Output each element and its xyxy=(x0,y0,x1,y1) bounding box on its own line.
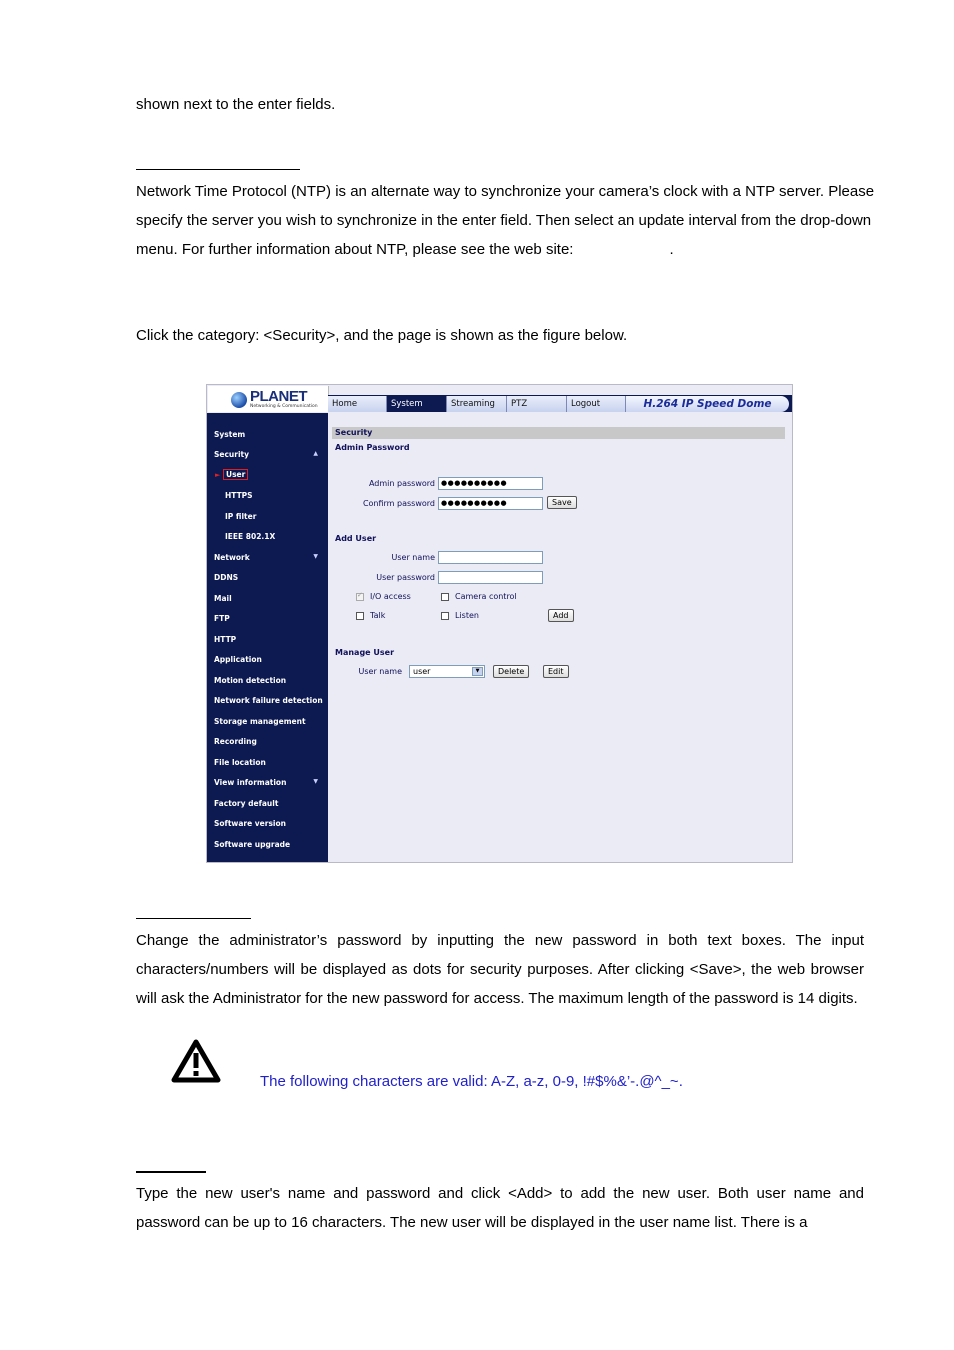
manage-user-heading: Manage User xyxy=(335,648,395,657)
sidebar-item-ddns[interactable]: DDNS xyxy=(214,573,239,582)
tab-logout[interactable]: Logout xyxy=(567,396,626,412)
add-user-paragraph: Type the new user's name and password and click <Add> to add the new user. Both user name and password can be up to 16 characters. The new user will be displayed in the user name list. There is a xyxy=(136,1185,864,1231)
section-title: Security xyxy=(332,427,785,439)
sidebar-item-label: User xyxy=(223,469,248,480)
tab-streaming[interactable]: Streaming xyxy=(447,396,507,412)
sidebar-item-application[interactable]: Application xyxy=(214,655,262,664)
logo-brand: PLANET xyxy=(250,388,307,405)
content-panel xyxy=(328,413,792,862)
product-name: H.264 IP Speed Dome xyxy=(626,396,789,412)
sidebar-item-label: Network xyxy=(214,553,250,562)
sidebar-item-factory-default[interactable]: Factory default xyxy=(214,799,279,808)
sidebar-item-label: Security xyxy=(214,450,250,459)
user-select-value: user xyxy=(413,667,431,676)
tab-system[interactable]: System xyxy=(387,396,447,412)
listen-label: Listen xyxy=(455,611,479,620)
sidebar-item-system[interactable]: System xyxy=(214,430,246,439)
chevron-down-icon: ▼ xyxy=(313,778,318,785)
click-instruction: Click the category: <Security>, and the page is shown as the figure below. xyxy=(136,327,628,344)
tab-ptz[interactable]: PTZ xyxy=(507,396,567,412)
sidebar-item-ieee[interactable]: IEEE 802.1X xyxy=(225,532,276,541)
intro-line: shown next to the enter fields. xyxy=(136,96,336,113)
heading-underline-ntp xyxy=(136,169,300,170)
valid-characters-note: The following characters are valid: A-Z, a-z, 0-9, !#$%&’-.@^_~. xyxy=(260,1073,683,1090)
sidebar-item-ip-filter[interactable]: IP filter xyxy=(225,512,257,521)
listen-checkbox[interactable] xyxy=(441,612,449,620)
user-password-input[interactable] xyxy=(438,571,543,584)
admin-password-paragraph: Change the administrator’s password by inputting the new password in both text boxes. The input characters/numbers will be displayed as dots for security purposes. After clicking <Save>, the web browser will ask the Administrator for the new password for access. The maximum length of the password is 14 digits. xyxy=(136,932,864,1007)
admin-password-label: Admin password xyxy=(368,479,435,488)
sidebar-item-network-failure[interactable]: Network failure detection xyxy=(214,696,323,705)
ntp-paragraph: Network Time Protocol (NTP) is an alternate way to synchronize your camera’s clock with a NTP server. Please specify the server you wish to synchronize in the enter field. Then select an update interval from the drop-down menu. For further information about NTP, please see the web site: . xyxy=(136,183,875,258)
admin-password-heading: Admin Password xyxy=(335,443,410,452)
io-access-label: I/O access xyxy=(370,592,411,601)
sidebar-item-ftp[interactable]: FTP xyxy=(214,614,230,623)
admin-password-input[interactable]: ●●●●●●●●●● xyxy=(438,477,543,490)
add-user-heading: Add User xyxy=(335,534,377,543)
camera-control-checkbox[interactable] xyxy=(441,593,449,601)
sidebar-item-network[interactable] xyxy=(214,553,323,562)
confirm-password-label: Confirm password xyxy=(362,499,435,508)
chevron-up-icon: ▲ xyxy=(313,450,318,457)
camera-control-label: Camera control xyxy=(455,592,517,601)
sidebar-item-motion-detection[interactable]: Motion detection xyxy=(214,676,287,685)
talk-label: Talk xyxy=(370,611,386,620)
sidebar-item-recording[interactable]: Recording xyxy=(214,737,257,746)
sidebar-item-user[interactable] xyxy=(223,470,248,479)
sidebar-item-software-version[interactable]: Software version xyxy=(214,819,286,828)
add-button[interactable]: Add xyxy=(548,609,574,622)
talk-checkbox[interactable] xyxy=(356,612,364,620)
sidebar xyxy=(207,413,328,862)
sidebar-item-file-location[interactable]: File location xyxy=(214,758,266,767)
warning-icon xyxy=(171,1038,221,1084)
user-name-input[interactable] xyxy=(438,551,543,564)
user-password-label: User password xyxy=(376,573,435,582)
sidebar-item-storage[interactable]: Storage management xyxy=(214,717,306,726)
sidebar-item-https[interactable]: HTTPS xyxy=(225,491,253,500)
delete-button[interactable]: Delete xyxy=(493,665,529,678)
planet-logo xyxy=(208,386,329,412)
sidebar-item-label: View information xyxy=(214,778,287,787)
globe-icon xyxy=(231,392,247,408)
heading-underline-admin xyxy=(136,918,251,919)
sidebar-item-view-information[interactable] xyxy=(214,778,323,787)
user-select[interactable] xyxy=(409,665,485,678)
manage-user-name-label: User name xyxy=(358,667,402,676)
security-page-screenshot xyxy=(206,384,793,863)
heading-underline-add-user xyxy=(136,1171,206,1173)
sidebar-item-mail[interactable]: Mail xyxy=(214,594,232,603)
confirm-password-input[interactable]: ●●●●●●●●●● xyxy=(438,497,543,510)
triangle-right-icon: ► xyxy=(215,471,221,479)
sidebar-item-security[interactable] xyxy=(214,450,323,459)
logo-tagline: Networking & Communication xyxy=(250,404,318,409)
user-name-label: User name xyxy=(391,553,435,562)
io-access-checkbox[interactable] xyxy=(356,593,364,601)
save-button[interactable]: Save xyxy=(547,496,577,509)
chevron-down-icon: ▼ xyxy=(472,667,483,676)
tab-home[interactable]: Home xyxy=(328,396,387,412)
edit-button[interactable]: Edit xyxy=(543,665,569,678)
chevron-down-icon: ▼ xyxy=(313,553,318,560)
sidebar-item-software-upgrade[interactable]: Software upgrade xyxy=(214,840,291,849)
sidebar-item-http[interactable]: HTTP xyxy=(214,635,237,644)
